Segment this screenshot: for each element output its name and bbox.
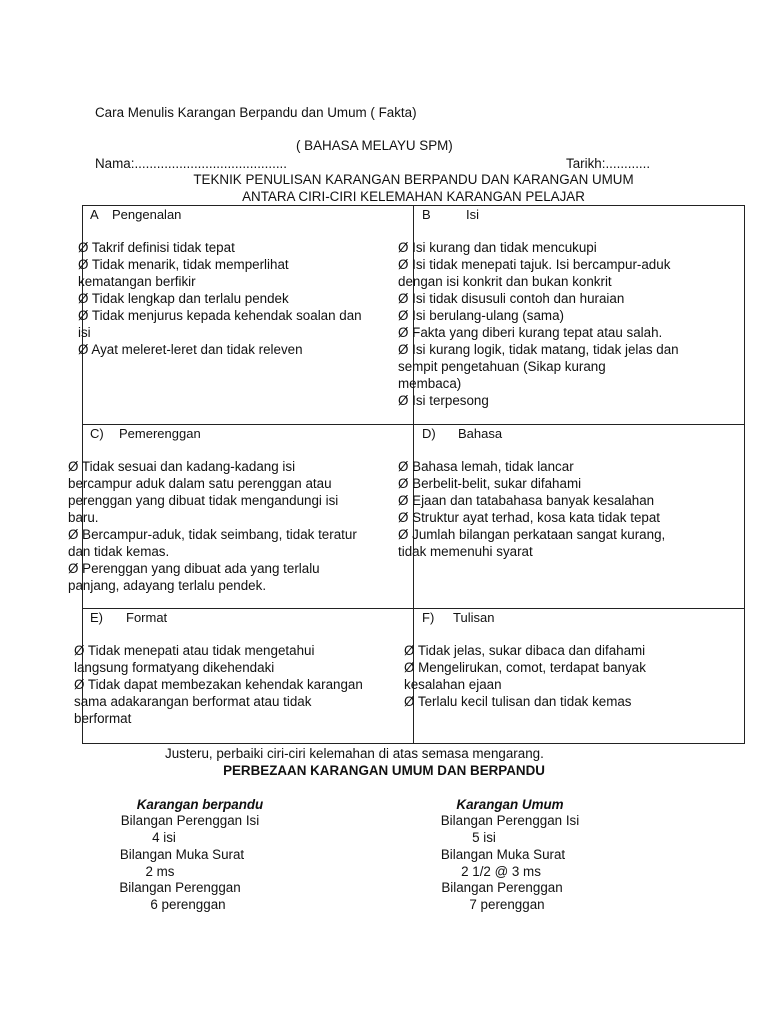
- section-f-item: Ø Terlalu kecil tulisan dan tidak kemas: [404, 694, 632, 709]
- section-a-item: Ø Tidak menjurus kepada kehendak soalan dan: [78, 308, 362, 323]
- section-d-letter: D): [422, 426, 436, 441]
- left-row: Bilangan Muka Surat: [119, 847, 245, 862]
- left-row: 2 ms: [145, 864, 175, 879]
- right-row: Bilangan Muka Surat: [440, 847, 566, 862]
- left-row: Bilangan Perenggan: [119, 880, 241, 895]
- section-c-title: Pemerenggan: [119, 426, 201, 441]
- section-b-item: Ø Isi tidak disusuli contoh dan huraian: [398, 291, 625, 306]
- section-e-item: Ø Tidak menepati atau tidak mengetahui: [74, 643, 315, 658]
- section-b-item: Ø Isi kurang dan tidak mencukupi: [398, 240, 597, 255]
- right-row: 2 1/2 @ 3 ms: [461, 864, 541, 879]
- section-c-item: Ø Bercampur-aduk, tidak seimbang, tidak teratur: [68, 527, 357, 542]
- section-a-item: Ø Takrif definisi tidak tepat: [78, 240, 235, 255]
- section-c-item: perenggan yang dibuat tidak mengandungi isi: [68, 493, 339, 508]
- right-row: 7 perenggan: [469, 897, 545, 912]
- left-row: Bilangan Perenggan Isi: [120, 813, 260, 828]
- section-b-title: Isi: [466, 207, 479, 222]
- section-f-item: Ø Mengelirukan, comot, terdapat banyak: [404, 660, 646, 675]
- right-row: Bilangan Perenggan: [441, 880, 563, 895]
- section-d-item: Ø Ejaan dan tatabahasa banyak kesalahan: [398, 493, 655, 508]
- right-row: Bilangan Perenggan Isi: [440, 813, 580, 828]
- section-a-title: Pengenalan: [112, 207, 182, 222]
- section-b-item: membaca): [398, 376, 462, 391]
- section-d-item: tidak memenuhi syarat: [398, 544, 533, 559]
- section-c-item: bercampur aduk dalam satu perenggan atau: [68, 476, 332, 491]
- section-b-item: Ø Isi kurang logik, tidak matang, tidak jelas dan: [398, 342, 679, 357]
- section-e-title: Format: [126, 610, 168, 625]
- section-e-item: langsung formatyang dikehendaki: [74, 660, 275, 675]
- section-f-title: Tulisan: [453, 610, 495, 625]
- section-a-item: isi: [78, 325, 91, 340]
- section-b-item: sempit pengetahuan (Sikap kurang: [398, 359, 606, 374]
- section-f-item: kesalahan ejaan: [404, 677, 502, 692]
- comparison-heading: PERBEZAAN KARANGAN UMUM DAN BERPANDU: [223, 763, 545, 778]
- closing-note: Justeru, perbaiki ciri-ciri kelemahan di atas semasa mengarang.: [165, 746, 544, 761]
- section-a-letter: A: [90, 207, 99, 222]
- section-c-letter: C): [90, 426, 104, 441]
- section-d-item: Ø Bahasa lemah, tidak lancar: [398, 459, 574, 474]
- subject-label: ( BAHASA MELAYU SPM): [296, 138, 453, 153]
- document-title: Cara Menulis Karangan Berpandu dan Umum ( Fakta): [95, 105, 417, 120]
- section-a-item: Ø Ayat meleret-leret dan tidak releven: [78, 342, 303, 357]
- section-d-item: Ø Berbelit-belit, sukar difahami: [398, 476, 582, 491]
- section-f-letter: F): [422, 610, 435, 625]
- section-a-item: kematangan berfikir: [78, 274, 196, 289]
- section-b-item: Ø Fakta yang diberi kurang tepat atau salah.: [398, 325, 663, 340]
- section-c-item: Ø Tidak sesuai dan kadang-kadang isi: [68, 459, 296, 474]
- section-b-item: Ø Isi terpesong: [398, 393, 489, 408]
- left-row: 6 perenggan: [150, 897, 226, 912]
- section-c-item: Ø Perenggan yang dibuat ada yang terlalu: [68, 561, 320, 576]
- section-b-item: Ø Isi berulang-ulang (sama): [398, 308, 564, 323]
- section-c-item: dan tidak kemas.: [68, 544, 170, 559]
- right-column-title: Karangan Umum: [456, 797, 564, 812]
- section-b-item: dengan isi konkrit dan bukan konkrit: [398, 274, 612, 289]
- section-e-item: Ø Tidak dapat membezakan kehendak karangan: [74, 677, 363, 692]
- section-d-title: Bahasa: [458, 426, 503, 441]
- left-column-title: Karangan berpandu: [136, 797, 264, 812]
- name-field: Nama:.........................................: [95, 156, 287, 171]
- right-row: 5 isi: [472, 830, 496, 845]
- main-heading: TEKNIK PENULISAN KARANGAN BERPANDU DAN KARANGAN UMUM: [193, 172, 634, 187]
- left-row: 4 isi: [152, 830, 176, 845]
- section-f-item: Ø Tidak jelas, sukar dibaca dan difahami: [404, 643, 646, 658]
- section-c-item: panjang, adayang terlalu pendek.: [68, 578, 267, 593]
- section-b-item: Ø Isi tidak menepati tajuk. Isi bercampur-aduk: [398, 257, 671, 272]
- section-e-item: berformat: [74, 711, 132, 726]
- table-divider-row2: [82, 608, 745, 609]
- section-d-item: Ø Jumlah bilangan perkataan sangat kurang,: [398, 527, 666, 542]
- section-a-item: Ø Tidak menarik, tidak memperlihat: [78, 257, 289, 272]
- table-divider-row1: [82, 424, 745, 425]
- section-c-item: baru.: [68, 510, 99, 525]
- date-field: Tarikh:............: [566, 156, 651, 171]
- section-e-letter: E): [90, 610, 103, 625]
- section-d-item: Ø Struktur ayat terhad, kosa kata tidak tepat: [398, 510, 661, 525]
- section-e-item: sama adakarangan berformat atau tidak: [74, 694, 312, 709]
- section-a-item: Ø Tidak lengkap dan terlalu pendek: [78, 291, 289, 306]
- sub-heading: ANTARA CIRI-CIRI KELEMAHAN KARANGAN PELAJAR: [242, 189, 585, 204]
- section-b-letter: B: [422, 207, 431, 222]
